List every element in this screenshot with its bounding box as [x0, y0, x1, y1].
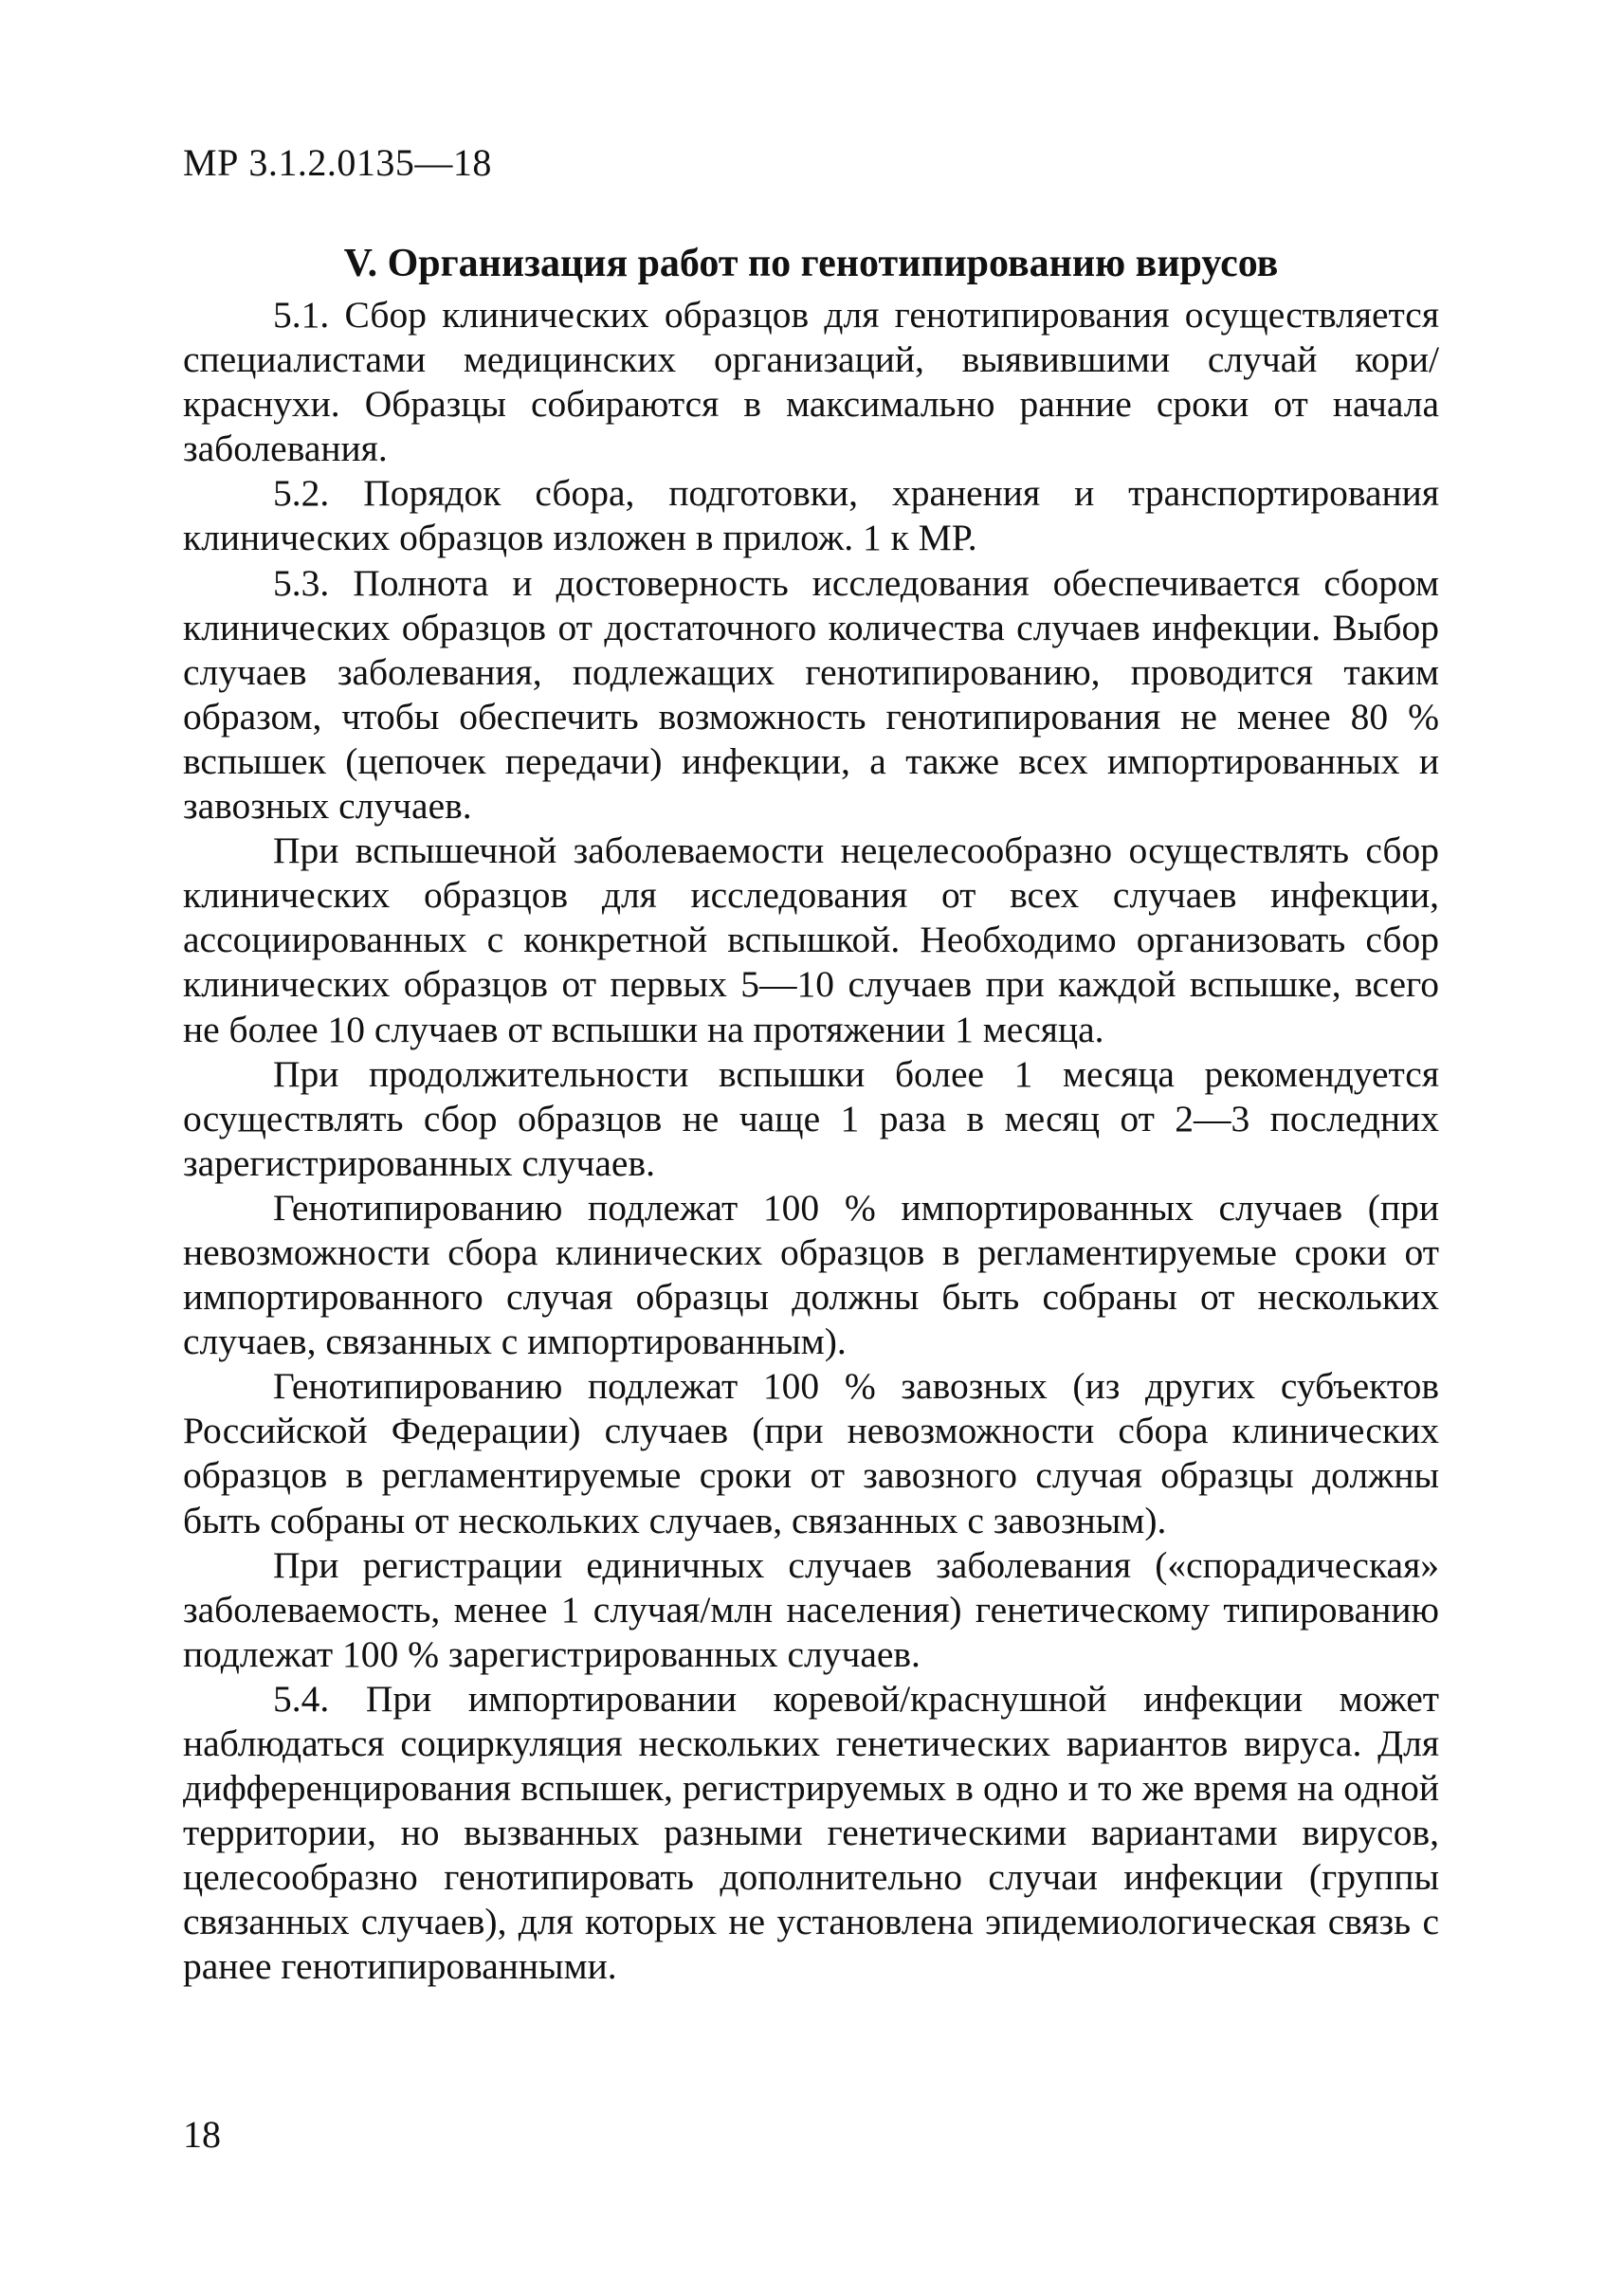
paragraph-introduced-cases: Генотипированию подлежат 100 % завозных (из других субъектов Российской Федерации) случаев (при невозможности сбора клинических образцов в регламентируемые сроки от завозного случая образцы должны быть собраны от нескольких случаев, связанных с завозным).	[183, 1365, 1439, 1541]
section-body	[183, 293, 1439, 1990]
section-heading: V. Организация работ по генотипированию вирусов	[343, 242, 1279, 285]
page-number: 18	[183, 2113, 221, 2156]
paragraph-imported-cases: Генотипированию подлежат 100 % импортированных случаев (при невозможности сбора клинических образцов в регламентируемые сроки от импортированного случая образцы должны быть собраны от нескольких случаев, связанных с импортированным).	[183, 1186, 1439, 1363]
paragraph-5-2: 5.2. Порядок сбора, подготовки, хранения и транспортирования клинических образцов изложен в прилож. 1 к МР.	[183, 472, 1439, 559]
paragraph-sporadic-cases: При регистрации единичных случаев заболевания («спорадическая» заболеваемость, менее 1 случая/млн населения) генетическому типированию подлежат 100 % зарегистрированных случаев.	[183, 1543, 1439, 1675]
document-code: МР 3.1.2.0135—18	[183, 141, 492, 184]
paragraph-5-3: 5.3. Полнота и достоверность исследования обеспечивается сбором клинических образцов от достаточного количества случаев инфекции. Выбор случаев заболевания, подлежащих генотипированию, проводится таким образом, чтобы обеспечить возможность генотипирования не менее 80 % вспышек (цепочек передачи) инфекции, а также всех импортированных и завозных случаев.	[183, 561, 1439, 828]
paragraph-outbreak-duration: При продолжительности вспышки более 1 месяца рекомендуется осуществлять сбор образцов не чаще 1 раза в месяц от 2—3 последних зарегистрированных случаев.	[183, 1052, 1439, 1184]
paragraph-outbreak-sampling: При вспышечной заболеваемости нецелесообразно осуществлять сбор клинических образцов для исследования от всех случаев инфекции, ассоциированных с конкретной вспышкой. Необходимо организовать сбор клинических образцов от первых 5—10 случаев при каждой вспышке, всего не более 10 случаев от вспышки на протяжении 1 месяца.	[183, 829, 1439, 1050]
paragraph-5-4: 5.4. При импортировании коревой/краснушной инфекции может наблюдаться социркуляция нескольких генетических вариантов вируса. Для дифференцирования вспышек, регистрируемых в одно и то же время на одной территории, но вызванных разными генетическими вариантами вирусов, целесообразно генотипировать дополнительно случаи инфекции (группы связанных случаев), для которых не установлена эпидемиологическая связь с ранее генотипированными.	[183, 1677, 1439, 1988]
paragraph-5-1: 5.1. Сбор клинических образцов для генотипирования осуществляется специалистами медицинских организаций, выявившими случай кори/краснухи. Образцы собираются в максимально ранние сроки от начала заболевания.	[183, 294, 1439, 470]
